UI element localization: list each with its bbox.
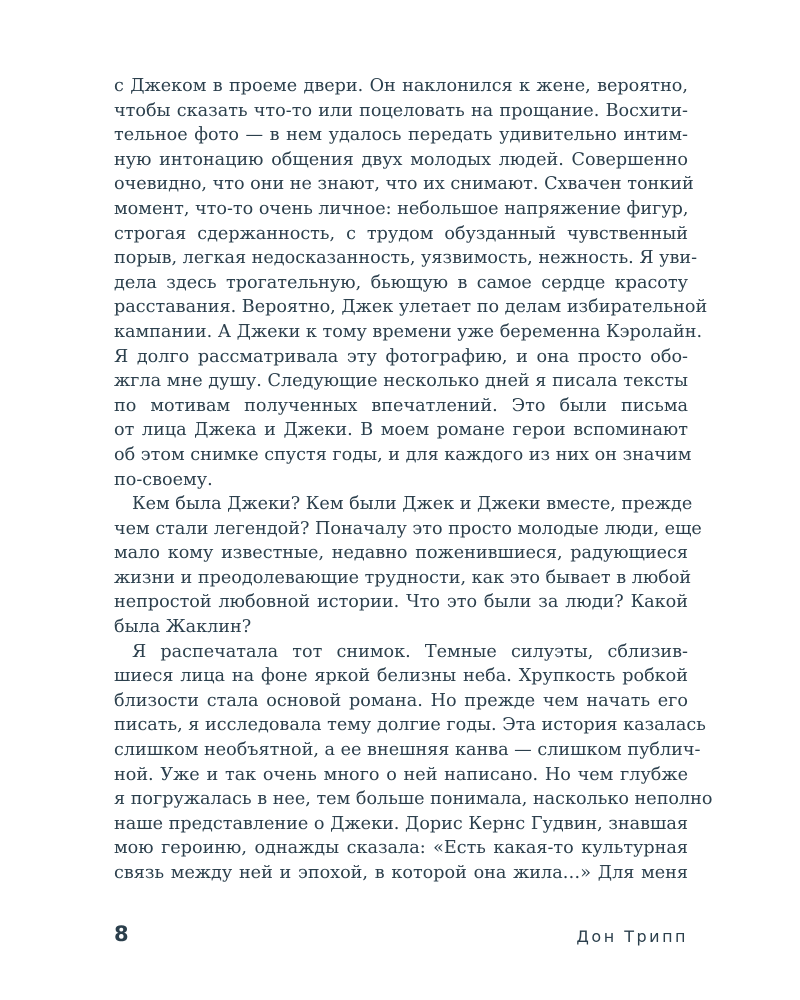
text-line: по-своему. [114, 469, 213, 490]
text-line: наше представление о Джеки. Дорис Кернс Гудвин, знавшая [114, 813, 688, 834]
text-line: близости стала основой романа. Но прежде чем начать его [114, 690, 688, 711]
text-line: мало кому известные, недавно поженившиеся, радующиеся [114, 543, 688, 564]
text-line: Я распечатала тот снимок. Темные силуэты, сблизив- [132, 641, 688, 662]
text-line: Я долго рассматривала эту фотографию, и она просто обо- [114, 346, 688, 367]
text-line: связь между ней и эпохой, в которой она жила…» Для меня [114, 863, 688, 883]
text-line: писать, я исследовала тему долгие годы. Эта история казалась [114, 715, 706, 736]
text-line: порыв, легкая недосказанность, уязвимость, нежность. Я уви- [114, 248, 698, 269]
text-line: расставания. Вероятно, Джек улетает по делам избирательной [114, 297, 708, 318]
text-line: момент, что-то очень личное: небольшое напряжение фигур, [114, 198, 689, 219]
text-line: с Джеком в проеме двери. Он наклонился к жене, вероятно, [114, 76, 688, 96]
text-line: жизни и преодолевающие трудности, как это бывает в любой [114, 567, 692, 588]
page-number: 8 [114, 922, 129, 946]
text-line: очевидно, что они не знают, что их снимают. Схвачен тонкий [114, 174, 694, 195]
text-line: непростой любовной истории. Что это были за люди? Какой [114, 592, 688, 613]
text-line: ной. Уже и так очень много о ней написано. Но чем глубже [114, 764, 688, 785]
text-line: чтобы сказать что-то или поцеловать на прощание. Восхити- [114, 100, 688, 121]
text-line: дела здесь трогательную, бьющую в самое сердце красоту [114, 272, 688, 293]
text-line: чем стали легендой? Поначалу это просто молодые люди, еще [114, 518, 702, 539]
text-line: от лица Джека и Джеки. В моем романе герои вспоминают [114, 420, 688, 441]
text-line: по мотивам полученных впечатлений. Это были письма [114, 395, 688, 416]
body-text [114, 74, 713, 886]
text-line: слишком необъятной, а ее внешняя канва — слишком публич- [114, 740, 701, 761]
text-line: шиеся лица на фоне яркой белизны неба. Хрупкость робкой [114, 666, 688, 687]
text-line: Кем была Джеки? Кем были Джек и Джеки вместе, прежде [132, 494, 693, 515]
text-line: была Жаклин? [114, 617, 252, 638]
running-head: Дон Трипп [576, 927, 688, 946]
text-line: тельное фото — в нем удалось передать удивительно интим- [114, 125, 688, 146]
text-line: жгла мне душу. Следующие несколько дней я писала тексты [114, 371, 688, 392]
text-line: об этом снимке спустя годы, и для каждого из них он значим [114, 444, 692, 465]
text-line: кампании. А Джеки к тому времени уже беременна Кэролайн. [114, 321, 703, 342]
page-footer [114, 922, 688, 952]
text-line: ную интонацию общения двух молодых людей. Совершенно [114, 149, 688, 170]
text-line: строгая сдержанность, с трудом обузданный чувственный [114, 223, 688, 244]
text-line: я погружалась в нее, тем больше понимала, насколько неполно [114, 789, 713, 810]
text-line: мою героиню, однажды сказала: «Есть какая-то культурная [114, 838, 688, 859]
